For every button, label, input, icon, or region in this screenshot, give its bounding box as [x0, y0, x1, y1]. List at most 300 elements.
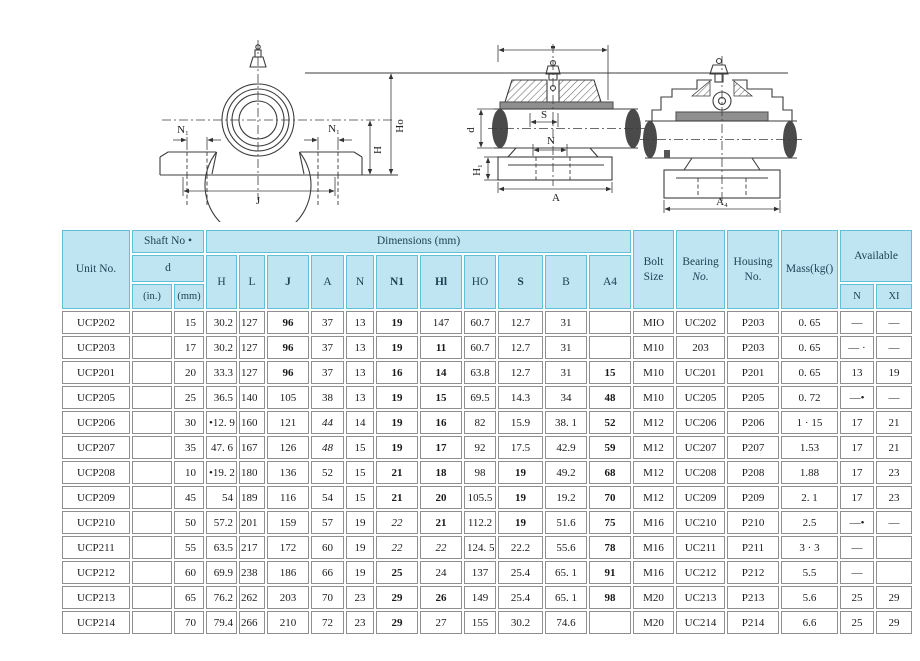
cell-mm: 25 [174, 386, 204, 409]
cell-A4 [589, 611, 631, 634]
dim-label-h: H [372, 146, 384, 154]
header-housing-line1: Housing [733, 256, 773, 269]
cell-unit: UCP202 [62, 311, 130, 334]
cell-N1: 19 [376, 336, 418, 359]
cell-mass: 5.5 [781, 561, 838, 584]
cell-bolt: M10 [633, 386, 674, 409]
cell-in [132, 586, 172, 609]
cell-mass: 0. 72 [781, 386, 838, 409]
cell-bearing: UC201 [676, 361, 725, 384]
header-dim-H: H [206, 255, 237, 309]
cell-B: 49.2 [545, 461, 587, 484]
cell-Hl: 27 [420, 611, 462, 634]
cell-n: 25 [840, 586, 874, 609]
cell-B: 31 [545, 361, 587, 384]
cell-L: 238 [239, 561, 265, 584]
cell-A: 72 [311, 611, 344, 634]
cell-A4 [589, 311, 631, 334]
header-mm: (mm) [174, 284, 204, 309]
cell-N: 19 [346, 561, 374, 584]
cell-in [132, 561, 172, 584]
cell-A4: 48 [589, 386, 631, 409]
cell-HO: 98 [464, 461, 496, 484]
cell-mm: 60 [174, 561, 204, 584]
cell-bearing: 203 [676, 336, 725, 359]
cell-mass: 1.88 [781, 461, 838, 484]
cell-in [132, 411, 172, 434]
cell-Hl: 22 [420, 536, 462, 559]
cell-in [132, 536, 172, 559]
cell-Hl: 15 [420, 386, 462, 409]
cell-S: 14.3 [498, 386, 543, 409]
cell-N: 14 [346, 411, 374, 434]
table-row [62, 461, 912, 484]
cell-mass: 6.6 [781, 611, 838, 634]
cell-B: 65. 1 [545, 561, 587, 584]
cell-mm: 70 [174, 611, 204, 634]
cell-housing: P209 [727, 486, 779, 509]
cell-Hl: 18 [420, 461, 462, 484]
cell-mm: 15 [174, 311, 204, 334]
cell-N1: 19 [376, 436, 418, 459]
cell-S: 17.5 [498, 436, 543, 459]
cell-H: 57.2 [206, 511, 237, 534]
header-mass: Mass(kg() [781, 230, 838, 309]
cell-J: 96 [267, 311, 309, 334]
cell-H: 76.2 [206, 586, 237, 609]
cell-B: 31 [545, 311, 587, 334]
cell-unit: UCP210 [62, 511, 130, 534]
cell-housing: P208 [727, 461, 779, 484]
header-housing-no [727, 230, 779, 309]
cell-unit: UCP211 [62, 536, 130, 559]
cell-N: 13 [346, 336, 374, 359]
cell-J: 121 [267, 411, 309, 434]
cell-xi: — [876, 511, 912, 534]
end-view-drawing [640, 56, 802, 213]
technical-drawings [0, 0, 920, 222]
cell-N: 15 [346, 436, 374, 459]
cell-B: 42.9 [545, 436, 587, 459]
cell-n: — [840, 311, 874, 334]
cell-mm: 30 [174, 411, 204, 434]
header-housing-line2: No. [744, 270, 762, 283]
cell-n: 17 [840, 486, 874, 509]
cell-mm: 65 [174, 586, 204, 609]
cell-J: 186 [267, 561, 309, 584]
cell-A: 70 [311, 586, 344, 609]
cell-n: — [840, 561, 874, 584]
cell-housing: P210 [727, 511, 779, 534]
cell-N1: 19 [376, 411, 418, 434]
cell-J: 172 [267, 536, 309, 559]
cell-HO: 63.8 [464, 361, 496, 384]
cell-L: 167 [239, 436, 265, 459]
cell-unit: UCP205 [62, 386, 130, 409]
cell-HO: 112.2 [464, 511, 496, 534]
cell-N1: 22 [376, 536, 418, 559]
cell-Hl: 11 [420, 336, 462, 359]
cell-S: 30.2 [498, 611, 543, 634]
header-dimensions: Dimensions (mm) [206, 230, 631, 253]
dim-label-s: S [540, 109, 548, 121]
cell-H: 63.5 [206, 536, 237, 559]
cell-bearing: UC207 [676, 436, 725, 459]
cell-bearing: UC202 [676, 311, 725, 334]
dim-label-d: d [465, 127, 477, 133]
cell-A: 54 [311, 486, 344, 509]
cell-S: 12.7 [498, 361, 543, 384]
table-row [62, 311, 912, 334]
dim-label-n1-left: N₁ [177, 124, 189, 136]
cell-n: 17 [840, 411, 874, 434]
cell-Hl: 21 [420, 511, 462, 534]
cell-bearing: UC205 [676, 386, 725, 409]
cell-bolt: M16 [633, 561, 674, 584]
cell-N1: 29 [376, 586, 418, 609]
cell-J: 116 [267, 486, 309, 509]
header-dim-N1: N1 [376, 255, 418, 309]
header-available: Available [840, 230, 912, 282]
cell-n: 17 [840, 436, 874, 459]
cell-HO: 155 [464, 611, 496, 634]
cell-in [132, 611, 172, 634]
cell-J: 159 [267, 511, 309, 534]
header-bolt-size [633, 230, 674, 309]
cell-B: 65. 1 [545, 586, 587, 609]
cell-H: 69.9 [206, 561, 237, 584]
cell-bearing: UC210 [676, 511, 725, 534]
cell-S: 19 [498, 486, 543, 509]
cell-n: — · [840, 336, 874, 359]
cell-unit: UCP207 [62, 436, 130, 459]
cell-N: 13 [346, 311, 374, 334]
cell-A: 57 [311, 511, 344, 534]
cell-xi: 29 [876, 611, 912, 634]
cell-HO: 105.5 [464, 486, 496, 509]
cell-A: 66 [311, 561, 344, 584]
cell-A4 [589, 336, 631, 359]
cell-bearing: UC214 [676, 611, 725, 634]
cell-B: 31 [545, 336, 587, 359]
cell-bolt: M10 [633, 336, 674, 359]
cell-A4: 15 [589, 361, 631, 384]
cell-xi: 23 [876, 461, 912, 484]
cell-H: 33.3 [206, 361, 237, 384]
cell-S: 15.9 [498, 411, 543, 434]
dim-label-j: J [255, 195, 261, 207]
cell-L: 140 [239, 386, 265, 409]
cell-HO: 60.7 [464, 311, 496, 334]
cell-L: 127 [239, 336, 265, 359]
cell-J: 126 [267, 436, 309, 459]
cell-J: 96 [267, 361, 309, 384]
cell-A: 37 [311, 311, 344, 334]
table-body [62, 311, 912, 634]
cell-HO: 124. 5 [464, 536, 496, 559]
spec-table [60, 228, 914, 636]
header-bolt-line2: Size [643, 270, 664, 283]
dim-label-n1-right: N₁ [328, 123, 340, 135]
cell-S: 12.7 [498, 311, 543, 334]
cell-unit: UCP208 [62, 461, 130, 484]
cell-Hl: 147 [420, 311, 462, 334]
cell-N1: 19 [376, 311, 418, 334]
cell-in [132, 436, 172, 459]
cell-bearing: UC208 [676, 461, 725, 484]
cell-B: 34 [545, 386, 587, 409]
cell-xi [876, 561, 912, 584]
cell-in [132, 486, 172, 509]
cell-N1: 22 [376, 511, 418, 534]
cell-bearing: UC213 [676, 586, 725, 609]
table-row [62, 361, 912, 384]
cell-A: 60 [311, 536, 344, 559]
cell-xi: 21 [876, 411, 912, 434]
cell-in [132, 361, 172, 384]
cell-unit: UCP214 [62, 611, 130, 634]
cell-H: 30.2 [206, 336, 237, 359]
cell-A: 37 [311, 336, 344, 359]
header-bearing-line2: No. [692, 270, 709, 283]
header-bearing-no [676, 230, 725, 309]
dim-label-a: A [552, 192, 560, 204]
cell-A: 37 [311, 361, 344, 384]
cell-H: 47. 6 [206, 436, 237, 459]
cell-n: —• [840, 511, 874, 534]
cell-N: 19 [346, 511, 374, 534]
cell-in [132, 511, 172, 534]
cell-B: 74.6 [545, 611, 587, 634]
dim-label-h1: H₁ [471, 164, 483, 176]
cell-S: 22.2 [498, 536, 543, 559]
cell-mm: 35 [174, 436, 204, 459]
cell-J: 96 [267, 336, 309, 359]
cell-HO: 69.5 [464, 386, 496, 409]
cell-L: 266 [239, 611, 265, 634]
cell-HO: 82 [464, 411, 496, 434]
table-row [62, 486, 912, 509]
cell-A4: 68 [589, 461, 631, 484]
cell-bearing: UC211 [676, 536, 725, 559]
cell-unit: UCP213 [62, 586, 130, 609]
cell-xi: — [876, 311, 912, 334]
cell-mass: 5.6 [781, 586, 838, 609]
cell-L: 189 [239, 486, 265, 509]
cell-mass: 0. 65 [781, 361, 838, 384]
cell-Hl: 17 [420, 436, 462, 459]
table-row [62, 336, 912, 359]
cell-unit: UCP212 [62, 561, 130, 584]
cell-unit: UCP209 [62, 486, 130, 509]
cell-N: 23 [346, 586, 374, 609]
header-dim-J: J [267, 255, 309, 309]
cell-J: 210 [267, 611, 309, 634]
cell-N: 23 [346, 611, 374, 634]
cell-housing: P213 [727, 586, 779, 609]
cell-A4: 59 [589, 436, 631, 459]
header-avail-xi: XI [876, 284, 912, 309]
cell-n: 25 [840, 611, 874, 634]
cell-bolt: M16 [633, 511, 674, 534]
cell-A: 38 [311, 386, 344, 409]
cell-mm: 50 [174, 511, 204, 534]
cell-N: 13 [346, 361, 374, 384]
cell-H: 36.5 [206, 386, 237, 409]
cell-xi: — [876, 386, 912, 409]
cell-A: 52 [311, 461, 344, 484]
cell-xi: 21 [876, 436, 912, 459]
header-dim-A: A [311, 255, 344, 309]
cell-bearing: UC206 [676, 411, 725, 434]
cell-A4: 75 [589, 511, 631, 534]
cell-n: 17 [840, 461, 874, 484]
cell-L: 127 [239, 311, 265, 334]
front-view-drawing [160, 40, 406, 222]
header-bolt-line1: Bolt [643, 256, 664, 269]
cell-xi: 23 [876, 486, 912, 509]
cell-Hl: 26 [420, 586, 462, 609]
cell-housing: P211 [727, 536, 779, 559]
cell-n: — [840, 536, 874, 559]
cell-L: 201 [239, 511, 265, 534]
dim-label-ho: Ho [394, 119, 406, 133]
cell-housing: P203 [727, 336, 779, 359]
cell-B: 38. 1 [545, 411, 587, 434]
table-row [62, 561, 912, 584]
cell-mass: 2.5 [781, 511, 838, 534]
cell-L: 180 [239, 461, 265, 484]
table-row [62, 411, 912, 434]
cell-xi: — [876, 336, 912, 359]
cell-housing: P206 [727, 411, 779, 434]
header-dim-Hl: Hl [420, 255, 462, 309]
dim-label-a4: A₄ [716, 196, 728, 208]
cell-N1: 16 [376, 361, 418, 384]
cell-H: •19. 2 [206, 461, 237, 484]
section-view-drawing [465, 44, 645, 204]
cell-mm: 45 [174, 486, 204, 509]
cell-S: 19 [498, 461, 543, 484]
cell-bearing: UC212 [676, 561, 725, 584]
cell-L: 160 [239, 411, 265, 434]
cell-bolt: M20 [633, 586, 674, 609]
cell-B: 51.6 [545, 511, 587, 534]
cell-housing: P203 [727, 311, 779, 334]
cell-housing: P212 [727, 561, 779, 584]
cell-xi [876, 536, 912, 559]
cell-J: 203 [267, 586, 309, 609]
cell-S: 25.4 [498, 586, 543, 609]
cell-N1: 29 [376, 611, 418, 634]
cell-L: 217 [239, 536, 265, 559]
cell-HO: 149 [464, 586, 496, 609]
header-dim-A4: A4 [589, 255, 631, 309]
cell-bolt: M16 [633, 536, 674, 559]
cell-mm: 17 [174, 336, 204, 359]
cell-mass: 2. 1 [781, 486, 838, 509]
header-dim-N: N [346, 255, 374, 309]
cell-B: 55.6 [545, 536, 587, 559]
cell-H: 54 [206, 486, 237, 509]
cell-HO: 92 [464, 436, 496, 459]
cell-A: 48 [311, 436, 344, 459]
cell-bolt: M12 [633, 486, 674, 509]
cell-in [132, 336, 172, 359]
cell-bolt: M12 [633, 461, 674, 484]
header-d: d [132, 255, 204, 282]
cell-B: 19.2 [545, 486, 587, 509]
cell-housing: P207 [727, 436, 779, 459]
cell-Hl: 20 [420, 486, 462, 509]
cell-S: 25.4 [498, 561, 543, 584]
table-row [62, 386, 912, 409]
cell-bolt: M12 [633, 436, 674, 459]
header-dim-B: B [545, 255, 587, 309]
cell-H: •12. 9 [206, 411, 237, 434]
header-dim-HO: HO [464, 255, 496, 309]
cell-A4: 78 [589, 536, 631, 559]
cell-bearing: UC209 [676, 486, 725, 509]
cell-N1: 21 [376, 461, 418, 484]
cell-S: 19 [498, 511, 543, 534]
cell-Hl: 14 [420, 361, 462, 384]
table-row [62, 586, 912, 609]
header-bearing-line1: Bearing [682, 256, 719, 269]
cell-A4: 91 [589, 561, 631, 584]
cell-xi: 19 [876, 361, 912, 384]
cell-Hl: 24 [420, 561, 462, 584]
cell-bolt: M10 [633, 361, 674, 384]
cell-HO: 137 [464, 561, 496, 584]
cell-mass: 1.53 [781, 436, 838, 459]
header-shaft-no: Shaft No • [132, 230, 204, 253]
cell-n: 13 [840, 361, 874, 384]
cell-xi: 29 [876, 586, 912, 609]
cell-N: 15 [346, 461, 374, 484]
cell-N1: 25 [376, 561, 418, 584]
header-dim-S: S [498, 255, 543, 309]
cell-n: —• [840, 386, 874, 409]
cell-bolt: M20 [633, 611, 674, 634]
cell-mass: 0. 65 [781, 311, 838, 334]
cell-Hl: 16 [420, 411, 462, 434]
header-unit-no: Unit No. [62, 230, 130, 309]
cell-J: 136 [267, 461, 309, 484]
cell-H: 30.2 [206, 311, 237, 334]
cell-housing: P201 [727, 361, 779, 384]
cell-HO: 60.7 [464, 336, 496, 359]
cell-N: 19 [346, 536, 374, 559]
cell-bolt: MIO [633, 311, 674, 334]
table-row [62, 611, 912, 634]
cell-J: 105 [267, 386, 309, 409]
cell-mm: 20 [174, 361, 204, 384]
cell-L: 262 [239, 586, 265, 609]
cell-A: 44 [311, 411, 344, 434]
header-avail-n: N [840, 284, 874, 309]
cell-housing: P214 [727, 611, 779, 634]
cell-unit: UCP201 [62, 361, 130, 384]
cell-N: 13 [346, 386, 374, 409]
dim-label-n: N [547, 135, 555, 147]
cell-unit: UCP206 [62, 411, 130, 434]
cell-L: 127 [239, 361, 265, 384]
cell-N: 15 [346, 486, 374, 509]
cell-mm: 10 [174, 461, 204, 484]
cell-housing: P205 [727, 386, 779, 409]
cell-A4: 52 [589, 411, 631, 434]
